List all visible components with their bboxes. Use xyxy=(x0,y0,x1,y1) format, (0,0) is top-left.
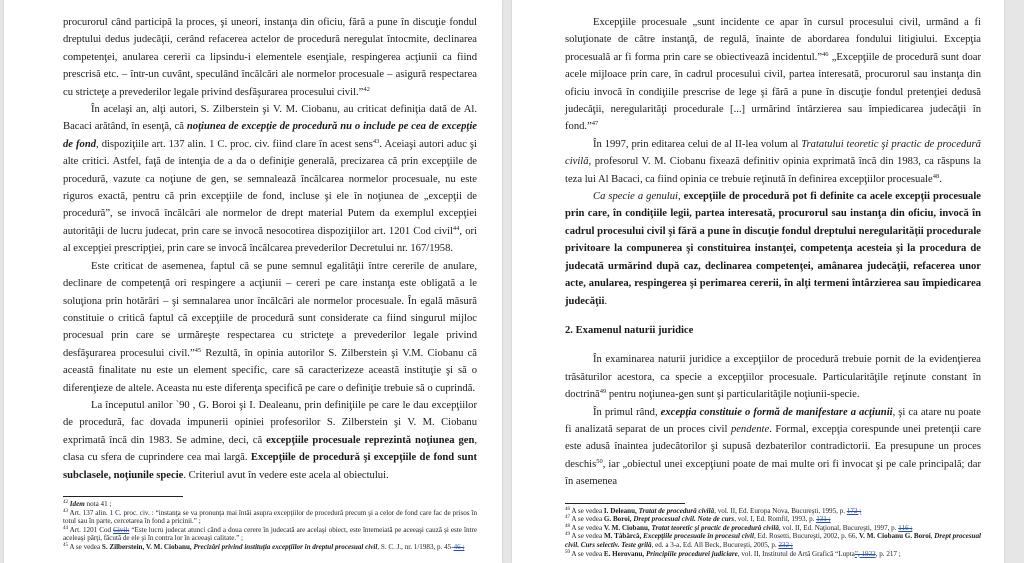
work-title: Principiile procedurei judiciare xyxy=(644,549,738,558)
footnote-separator xyxy=(63,496,183,497)
work-title: Drept procesual civil. Curs selectiv. Teste grilă xyxy=(565,532,982,549)
work-title: Drept procesual civil. Note de curs xyxy=(631,515,735,524)
author-name: V. M. Ciobanu G. Boroi xyxy=(858,532,931,541)
text-run: . Formal, excepţia corespunde unei pretenţii care este adusă înaintea judecătorilor şi supusă dezbaterilor contradictorii. Ea presupune un proces deschis xyxy=(565,423,981,470)
footnote xyxy=(63,500,477,509)
author-name: V. M. Ciobanu, xyxy=(603,523,650,532)
author-name: I. Deleanu, xyxy=(603,506,637,515)
footnote-number: 49 xyxy=(565,532,570,538)
text-run: În primul rând, xyxy=(593,406,661,418)
footnote-number: 46 xyxy=(565,506,570,512)
text-run: , vol. II, Institutul de Artă Grafică “Lupta xyxy=(737,549,855,558)
footnote-ref[interactable]: 46 xyxy=(822,50,829,58)
footnote-ref[interactable]: 42 xyxy=(363,85,370,93)
text-run: , profesorul V. M. Ciobanu fixează definitiv opinia exprimată încă din 1983, ca răspuns la teza lui Al Bacaci, ca fiind opinia ce trebuie reţinută în definirea excepţiilor procesuale xyxy=(565,156,981,185)
text-run: , ori al excepţiei prescripţiei, prin care se invocă încălcarea prevederilor Decretului nr. 167/1958. xyxy=(63,225,477,255)
work-title: Tratat de procedură civilă xyxy=(636,506,715,515)
text-run: Art. 1201 Cod xyxy=(68,525,114,534)
emphasis-text: excepţia constituie o formă de manifestare a acţiunii xyxy=(660,406,893,418)
paragraph xyxy=(63,397,477,484)
text-run: La începutul anilor `90 , G. Boroi şi I. Dealeanu, prin definiţiile pe care le dau excepţiilor de procedură, fac dovada impunerii opiniei profesorilor S. Zilberstein şi V. M. Ciobanu exprimată încă din 1983. Se admine, deci, că xyxy=(63,399,477,446)
footnote-ref[interactable]: 50 xyxy=(596,457,603,465)
text-run: A se vedea xyxy=(570,549,604,558)
text-run: A se vedea xyxy=(570,515,604,524)
text-run: . Aceiaşi autori aduc şi alte critici. Astfel, faţă de intenţia de a da o definiţie generală, precizarea că prin excepţiile de procedură, vazute ca noţiune de gen, se semnalează încălcarea normelor procesuale, nu este riguros exactă, pentru că prin excepţiile de fond, incluse şi ele în noţiunea de „excepţii de procedură”, se invocă încălcări ale normelor de drept material Putem da exemplul excepţiei autorităţii de lucru judecat, prin care se invocă nesocotirea dispoziţiilor art. 1201 Cod civil xyxy=(63,138,477,237)
author-name: G. Boroi, xyxy=(603,515,632,524)
text-run: , dispoziţiile art. 137 alin. 1 C. proc. civ. fiind clare în acest sens xyxy=(96,138,373,150)
text-run: , S. C. J., nr. 1/1983, p. 45- xyxy=(377,542,454,551)
text-run: În 1997, prin editarea celui de al II-lea volum al xyxy=(593,138,802,150)
footnotes xyxy=(63,496,477,552)
paragraph xyxy=(63,14,477,101)
footnote-separator xyxy=(565,503,685,504)
author-name: S. Zilberstein, V. M. Ciobanu, xyxy=(101,542,192,551)
text-run: procurorul când participă la proces, şi uneori, instanţa din oficiu, fără a pune în discuţie fondul dreptului dedus judecăţii, cerând refacerea actelor de procedură neregulat întocmite, declinarea competenţei, anularea cererii ca lipsindu-i elementele esenţiale, respingerea acţiunii ca fiind prescrisă etc. – într-un cuvânt, speculând încălcări ale normelor procesuale – asigură respectarea cu stricteţe a prevederilor legale privind desfăşurarea procesului civil.” xyxy=(63,17,477,98)
footnote-ref[interactable]: 47 xyxy=(591,120,599,128)
text-run: Este criticat de asemenea, faptul că se pune semnul egalităţii între cererile de anulare, declinare de competenţă ori respingere a acţiunii – cereri pe care instanţa este obligată a le soluţiona prin hotărâri – şi semnalarea unor încălcări ale normelor procesuale. În egală măsură constituie o critică faptul că excepţiile de procedură sunt considerate ca fiind singurul mijloc procesual prin care se urmăreşte respectarea cu stricteţe a prevederilor legale privind desfăşurarea procesului civil.” xyxy=(63,260,477,359)
footnote-ref[interactable]: 45 xyxy=(194,346,202,354)
document-page-left xyxy=(4,0,502,563)
paragraph xyxy=(63,258,477,397)
footnote-ref[interactable]: 49 xyxy=(599,388,607,396)
work-title: Excepţiile procesuale în procesul civil xyxy=(641,532,754,541)
footnote-number: 43 xyxy=(63,508,68,514)
text-run: A se vedea xyxy=(570,532,604,541)
text-run: , Ed. Rosetti, Bucureşti, 2002, p. 66, xyxy=(753,532,859,541)
author-name: E. Herovanu, xyxy=(603,549,645,558)
paragraph xyxy=(565,14,981,136)
page-body xyxy=(565,14,981,491)
italic-text: Ca specie a genului xyxy=(593,191,678,203)
italic-text: Tratatului teoretic şi practic de procedură civilă xyxy=(565,138,981,168)
footnote xyxy=(63,509,477,526)
text-run: În examinarea naturii juridice a excepţiilor de procedură trebuie pornit de la evidenţierea trăsăturilor acestora, ca specie a excepţiilor procesuale. Particularităţile reţinute constant în doctrină xyxy=(565,354,981,401)
footnote xyxy=(63,543,477,552)
text-run: “Este lucru judecat atunci când a doua cerere în judecată are acelaşi obiect, este întemeiată pe aceeaşi cauză şi este între aceleaşi părţi, făcută de ele şi în contra lor în aceeaşi calitate.” ; xyxy=(63,525,477,543)
footnote-number: 45 xyxy=(63,542,68,548)
text-run: În acelaşi an, alţi autori, S. Zilberstein şi V. M. Ciobanu, au criticat definiţia dată de Al. Bacaci arătând, în esenţă, că xyxy=(63,104,477,133)
footnote-ref[interactable]: 43 xyxy=(372,137,380,145)
footnotes xyxy=(565,503,981,559)
footnote xyxy=(565,515,981,524)
paragraph xyxy=(565,136,981,188)
text-run: A se vedea xyxy=(570,523,604,532)
text-run: , p. 217 ; xyxy=(875,549,901,558)
tracked-change[interactable]: ”, 1932 xyxy=(854,549,876,558)
text-run: , xyxy=(930,532,935,541)
paragraph xyxy=(565,404,981,491)
text-run: , iar „obiectul unei excepţiuni poate de mai multe ori fi invocat şi pe cale principală; dar în asemenea xyxy=(565,458,981,488)
emphasis-text: Idem xyxy=(69,499,85,508)
emphasis-text: noţiunea de excepţie de procedură nu o include pe cea de excepţie de fond xyxy=(63,121,478,150)
text-run: , vol. I, Ed. Romfil, 1993, p. xyxy=(734,515,817,524)
text-run: . Criteriul avut în vedere este acela al obiectului. xyxy=(183,469,389,481)
footnote xyxy=(565,524,981,533)
text-run: pentru noţiunea-gen sunt şi particularităţile noţiunii-specie. xyxy=(606,389,860,401)
section-heading: 2. Examenul naturii juridice xyxy=(565,324,694,336)
footnote-number: 44 xyxy=(63,525,68,531)
bold-text: excepţiile procesuale reprezintă noţiunea gen xyxy=(266,434,475,446)
footnote xyxy=(63,526,477,543)
text-run: . xyxy=(604,295,608,307)
work-title: Precizări privind instituţia excepţiilor în dreptul procesual civil xyxy=(191,542,378,551)
text-run: Excepţiile procesuale „sunt incidente ce apar în cursul procesului civil, urmând a fi soluţionate de către instanţă, de regulă, înainte de abordarea fondului litigiului. Excepţia procesuală ar fi forma prin care se obiectivează incidentul.” xyxy=(565,17,981,63)
text-run: , şi ca atare nu poate fi analizată separat de un proces civil xyxy=(565,406,981,435)
tracked-change[interactable]: 232 ; xyxy=(778,540,793,549)
tracked-change[interactable]: 46 ; xyxy=(453,542,465,551)
footnote xyxy=(565,532,981,549)
text-run: Art. 137 alin. 1 C. proc. civ. : “instanţa se va pronunţa mai întâi asupra excepţiilor de procedură precum şi a celor de fond care fac de prisos în totul sau în parte, cercetarea în fond a pricinii.” ; xyxy=(63,508,477,526)
text-run: , vol. II, Ed. Europa Nova, Bucureşti, 1995, p. xyxy=(714,506,847,515)
document-page-right xyxy=(512,0,1004,563)
paragraph xyxy=(63,101,477,258)
footnote-number: 50 xyxy=(565,549,570,555)
text-run: „Excepţiile de procedură sunt doar acele mijloace prin care, în cadrul procesului civil, partea interesată, procurorul sau instanţa din oficiu invocă în condiţiile prescrise de lege şi fără a pune în discuţie fondul pretenţiei dedusă judecăţii, neregularităţi procedurale [...] urmărind întârzierea sau împiedicarea judecăţii în fond.” xyxy=(565,51,981,133)
page-body xyxy=(63,14,477,484)
text-run: , xyxy=(677,191,684,203)
text-run: , clasa cu sfera de cuprindere cea mai largă. xyxy=(63,434,477,464)
footnote-ref[interactable]: 44 xyxy=(452,224,460,232)
paragraph xyxy=(565,188,981,310)
tracked-change[interactable]: 131 ; xyxy=(816,515,831,524)
footnote-ref[interactable]: 48 xyxy=(932,172,940,180)
text-run: , vol. II, Ed. Naţional, Bucureşti, 1997, p. xyxy=(778,523,899,532)
tracked-change[interactable]: 172 ; xyxy=(846,506,862,515)
bold-text: Excepţiile de procedură şi excepţiile de fond sunt subclasele, noţiunile specie xyxy=(63,452,477,481)
text-run: , ed. a 3-a, Ed. All Beck, Bucureşti, 2005, p. xyxy=(651,540,779,549)
text-run: nota 41 ; xyxy=(84,499,112,508)
work-title: Tratat teoretic şi practic de procedură civilă xyxy=(649,523,779,532)
text-run: A se vedea xyxy=(68,542,102,551)
footnote xyxy=(565,507,981,516)
bold-text: excepţiile de procedură pot fi definite ca acele excepţii procesuale prin care, în condiţiile legii, partea interesată, procurorul sau instanţa din oficiu, invocă în cadrul procesului civil şi fără a pune în discuţie fondul dreptului neregularităţii procedurale privitoare la compunerea şi constituirea instanţei, competenţa acesteia şi la procedura de judecată urmărind după caz, declinarea competenţei, amânarea judecăţii, refacerea unor acte, anularea, respingerea şi perimarea cererii, în alţi termeni întârzierea sau împiedicarea judecăţii xyxy=(565,191,982,307)
text-run: . xyxy=(939,173,942,185)
text-run: A se vedea xyxy=(570,506,604,515)
footnote-number: 47 xyxy=(565,515,570,521)
tracked-change[interactable]: 116 ; xyxy=(898,523,913,532)
footnote-number: 42 xyxy=(63,499,68,505)
footnote xyxy=(565,550,981,559)
tracked-change[interactable]: Civil: xyxy=(113,525,130,534)
author-name: M. Tăbârcă, xyxy=(603,532,642,541)
paragraph xyxy=(565,351,981,403)
text-run: Rezultă, în opinia autorilor S. Zilberstein şi V.M. Ciobanu că această finalitate nu este un element specific, care să caracterizeze această instituţie şi să o diferenţieze de altele. Aceasta nu este diferenţa specifică pe care o definiţie trebuie să o cuprindă. xyxy=(63,347,477,394)
footnote-number: 48 xyxy=(565,523,570,529)
italic-text: pendente xyxy=(730,423,770,435)
